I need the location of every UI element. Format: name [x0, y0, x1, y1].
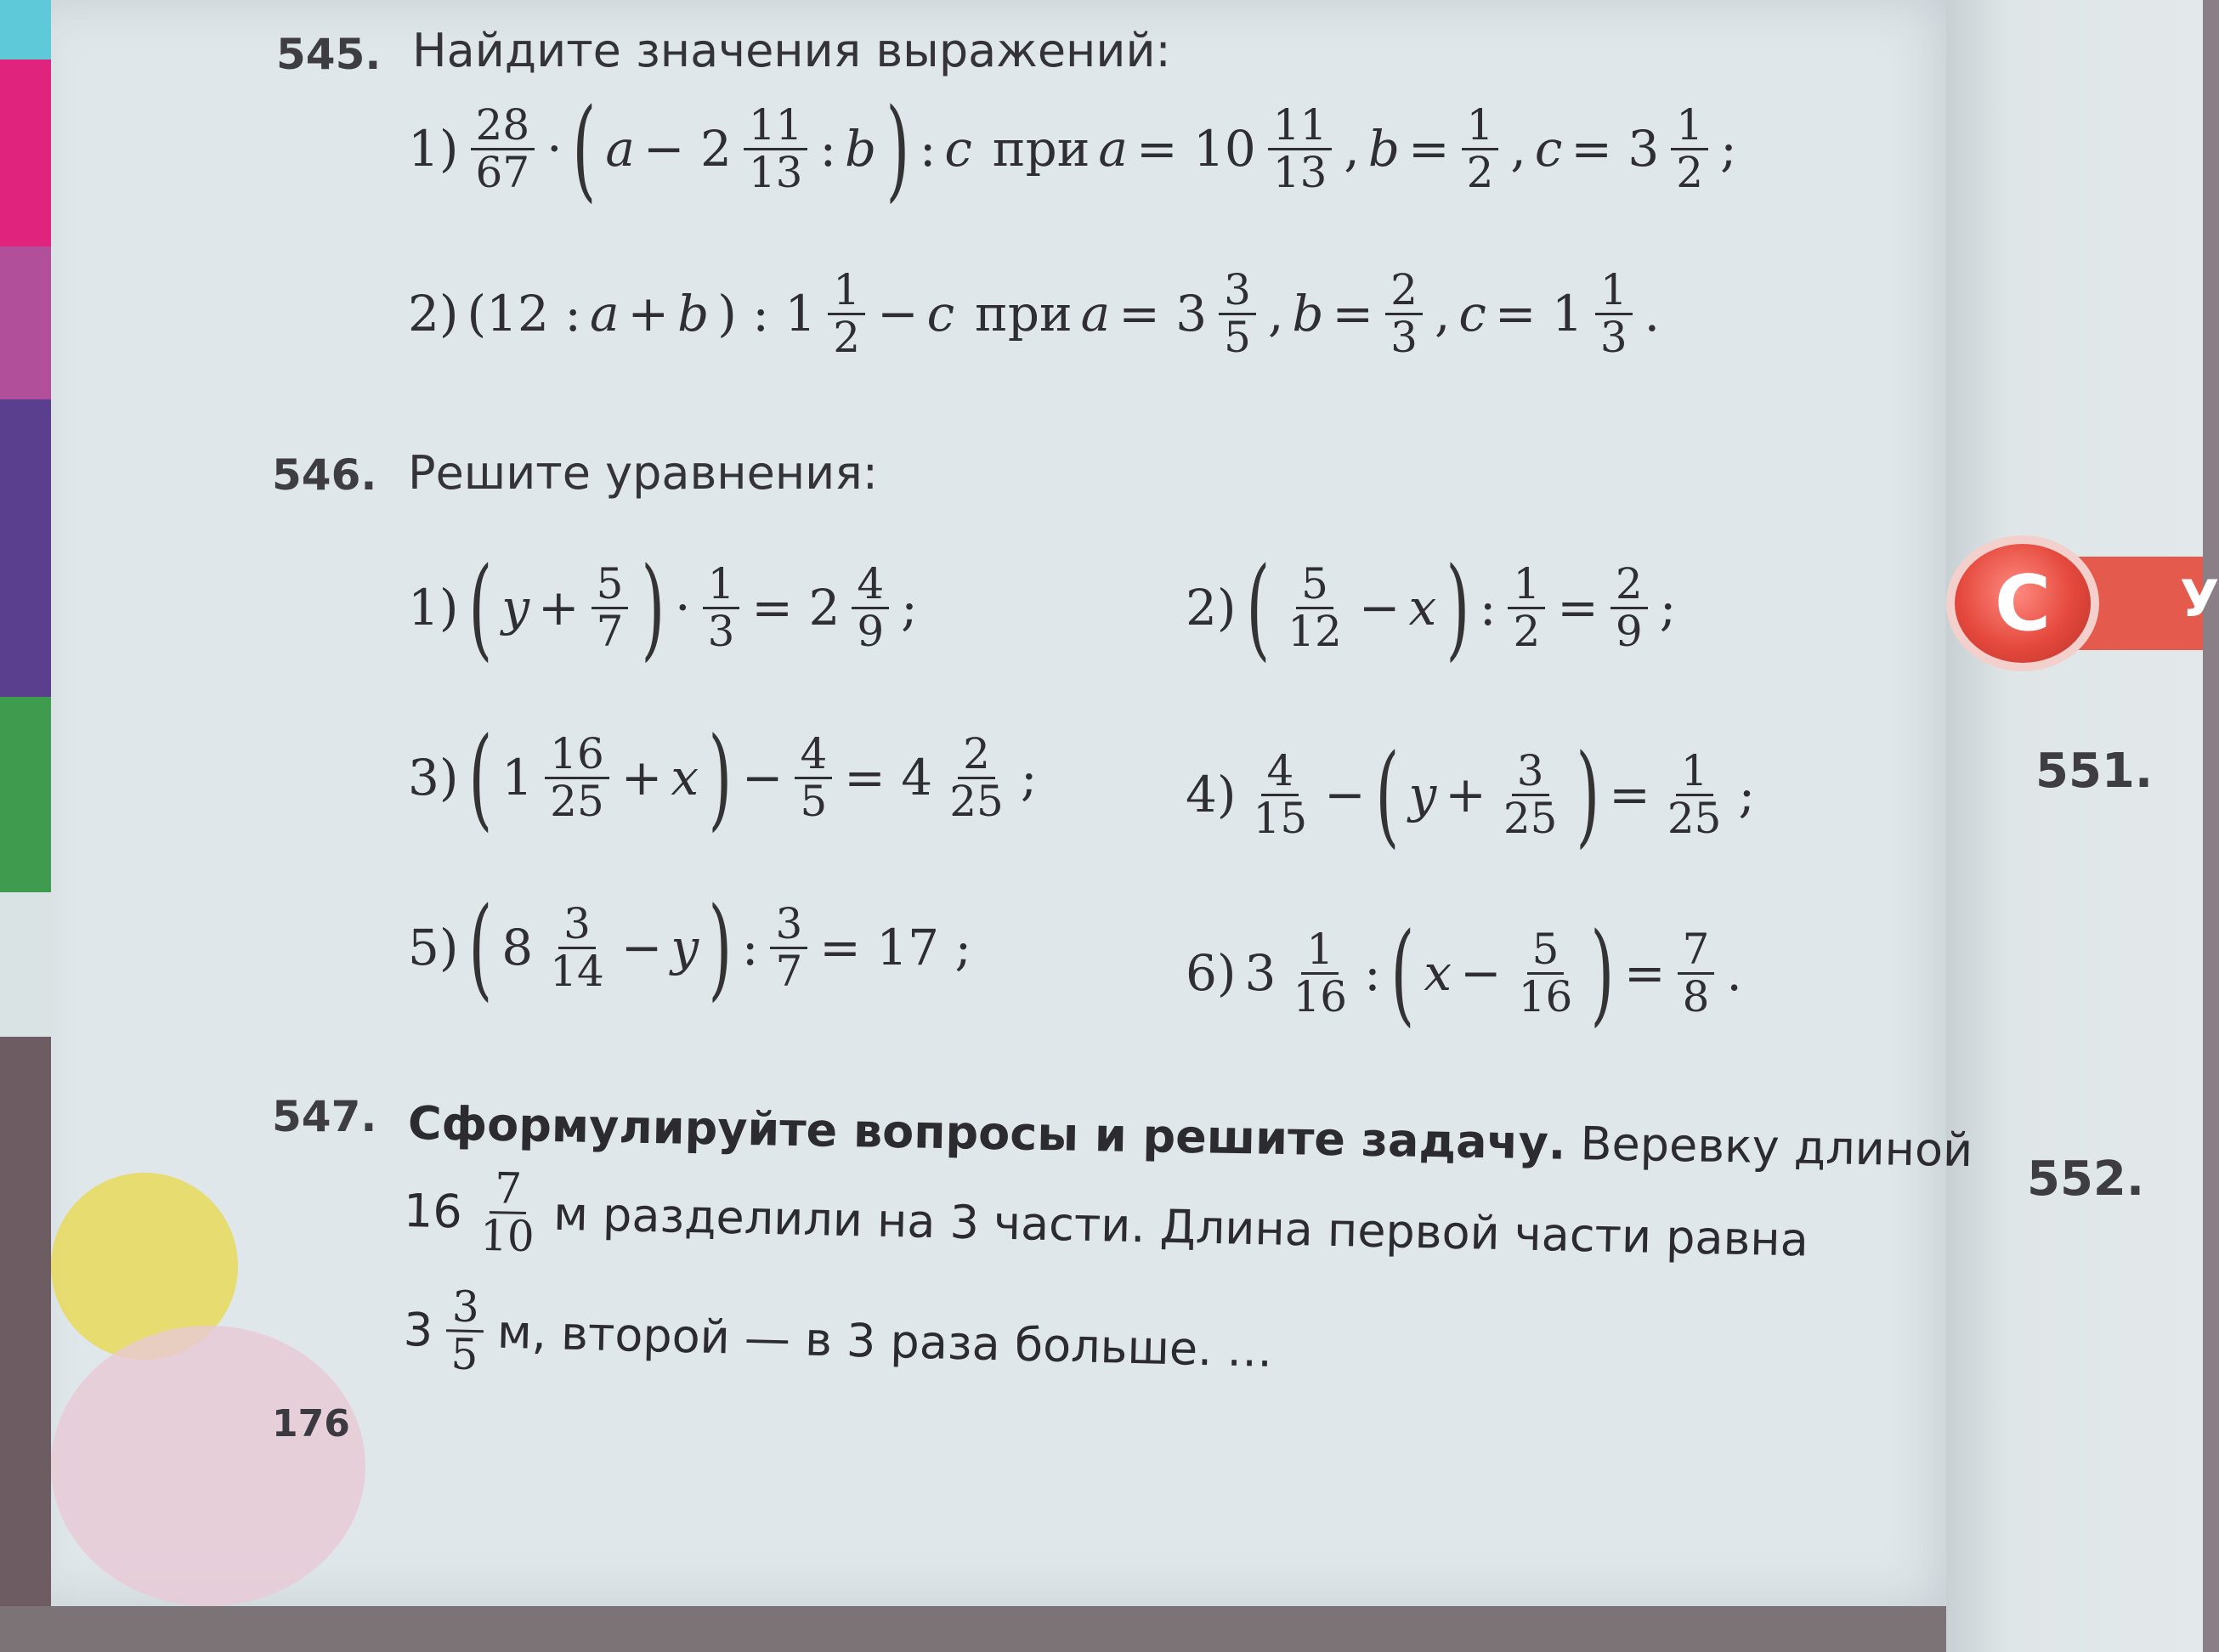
- table-surface: [0, 1606, 1946, 1652]
- fraction: $\frac{2}{3}$: [1385, 268, 1423, 359]
- var-y: y: [671, 919, 699, 976]
- task-545-title: Найдите значения выражений:: [412, 24, 1171, 77]
- item-label: 6): [1186, 944, 1237, 1002]
- fraction: $\frac{5}{16}$: [1518, 925, 1573, 1021]
- var-b: b: [845, 120, 877, 178]
- item-label: 1): [408, 579, 459, 636]
- fraction: $\frac{2}{25}$: [949, 729, 1004, 826]
- fraction: $\frac{3}{25}$: [1503, 746, 1558, 843]
- task-545-item-1: 1) $\frac{28}{67}$ · ( a − 2 $\frac{11}{13}$ : b ) : c при a = 10 $\frac{11}{13}$ , b = $\frac{1}{2}$ , c = 3 $\frac{1}{2}$ ;: [408, 84, 1737, 213]
- fraction: $\frac{1}{3}$: [1595, 268, 1633, 359]
- denominator: 5: [450, 1328, 479, 1379]
- fraction: $\frac{3}{14}$: [550, 899, 604, 996]
- fraction: $\frac{28}{67}$: [471, 103, 535, 195]
- item-label: 3): [408, 749, 459, 806]
- var-x: x: [671, 749, 699, 806]
- equation-6: 6) 3 $\frac{1}{16}$ : ( x − $\frac{5}{16}$ ) = $\frac{7}{8}$ .: [1186, 908, 1742, 1038]
- at-word: при: [992, 120, 1090, 178]
- item-label: 5): [408, 919, 459, 976]
- fraction: $\frac{3}{5}$: [1219, 268, 1256, 359]
- first-part-fraction: [445, 1281, 484, 1379]
- item-label: 4): [1186, 766, 1237, 823]
- var-c: c: [944, 120, 972, 178]
- var-y: y: [1408, 766, 1437, 823]
- task-547-text-2: м разделили на 3 части. Длина первой части равна: [552, 1186, 1809, 1267]
- equation-3: 3) ( 1 $\frac{16}{25}$ + x ) − $\frac{4}{5}$ = 4 $\frac{2}{25}$ ;: [408, 713, 1038, 842]
- var-c: c: [1534, 120, 1563, 178]
- rope-length-fraction: [475, 1163, 541, 1261]
- rope-length-whole: 16: [403, 1183, 463, 1238]
- fraction: $\frac{5}{12}$: [1288, 559, 1342, 656]
- page-number: 176: [272, 1402, 350, 1446]
- fraction: $\frac{1}{2}$: [828, 268, 865, 359]
- task-546-number: 546.: [272, 450, 377, 500]
- equation-5: 5) ( 8 $\frac{3}{14}$ − y ) : $\frac{3}{7}$ = 17 ;: [408, 883, 972, 1012]
- fraction: $\frac{4}{5}$: [795, 732, 832, 823]
- fraction: $\frac{5}{7}$: [592, 562, 629, 653]
- var-a: a: [605, 120, 635, 178]
- fraction: $\frac{11}{13}$: [1268, 103, 1333, 195]
- var-b: b: [1367, 120, 1400, 178]
- right-page: [1946, 0, 2203, 1652]
- task-547-bold-text: Сформулируйте вопросы и решите задачу.: [407, 1096, 1566, 1170]
- fraction: $\frac{16}{25}$: [545, 732, 609, 823]
- task-551-number: 551.: [2035, 744, 2154, 799]
- fraction: $\frac{1}{16}$: [1293, 925, 1348, 1021]
- task-545-item-2: 2) (12 : a + b ) : 1 $\frac{1}{2}$ − c при a = 3 $\frac{3}{5}$ , b = $\frac{2}{3}$ , c = 1 $\frac{1}{3}$ .: [408, 265, 1661, 362]
- first-part-whole: 3: [403, 1302, 434, 1357]
- fraction: $\frac{3}{7}$: [770, 902, 807, 993]
- var-y: y: [501, 579, 530, 636]
- numerator: 3: [446, 1284, 484, 1332]
- fraction: $\frac{1}{2}$: [1462, 103, 1499, 195]
- fraction: $\frac{1}{3}$: [703, 562, 740, 653]
- task-552-number: 552.: [2027, 1151, 2145, 1207]
- task-545-number: 545.: [276, 30, 382, 79]
- fraction: $\frac{7}{8}$: [1678, 927, 1715, 1019]
- task-547-text-3: м, второй — в 3 раза больше. …: [496, 1304, 1274, 1378]
- badge-letter: C: [1994, 558, 2052, 648]
- var-c: c: [1458, 285, 1486, 342]
- var-b: b: [1292, 285, 1324, 342]
- numerator: 7: [490, 1166, 528, 1214]
- item-label: 1): [408, 120, 459, 178]
- equation-1: 1) ( y + $\frac{5}{7}$ ) · $\frac{1}{3}$ = 2 $\frac{4}{9}$ ;: [408, 543, 918, 672]
- fraction: $\frac{4}{15}$: [1253, 746, 1308, 843]
- task-547-number: 547.: [272, 1092, 377, 1141]
- item-label: 2): [1186, 579, 1237, 636]
- var-x: x: [1408, 579, 1437, 636]
- var-a: a: [1098, 120, 1128, 178]
- fraction: $\frac{1}{25}$: [1667, 746, 1722, 843]
- item-label: 2): [408, 285, 459, 342]
- var-x: x: [1424, 944, 1452, 1002]
- var-b: b: [677, 285, 710, 342]
- equation-2: 2) ( $\frac{5}{12}$ − x ) : $\frac{1}{2}$ = $\frac{2}{9}$ ;: [1186, 543, 1677, 672]
- task-547-text-1: Веревку длиной: [1579, 1117, 1973, 1178]
- fraction: $\frac{4}{9}$: [852, 562, 889, 653]
- equation-4: 4) $\frac{4}{15}$ − ( y + $\frac{3}{25}$ ) = $\frac{1}{25}$ ;: [1186, 730, 1755, 859]
- pink-circle-decoration: [51, 1326, 365, 1606]
- var-c: c: [926, 285, 955, 342]
- var-a: a: [589, 285, 620, 342]
- fraction: $\frac{2}{9}$: [1610, 562, 1648, 653]
- fraction: $\frac{11}{13}$: [744, 103, 808, 195]
- fraction: $\frac{1}{2}$: [1671, 103, 1708, 195]
- var-a: a: [1080, 285, 1111, 342]
- section-c-badge: [1955, 544, 2091, 663]
- fraction: $\frac{1}{2}$: [1508, 562, 1545, 653]
- denominator: 10: [479, 1210, 535, 1261]
- task-546-title: Решите уравнения:: [408, 446, 878, 500]
- ribbon-letter: У: [2180, 569, 2219, 629]
- at-word: при: [975, 285, 1073, 342]
